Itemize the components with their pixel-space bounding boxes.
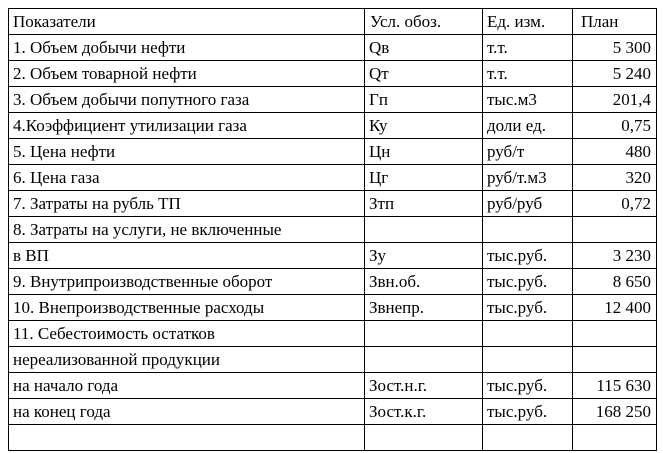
indicators-table-body — [9, 9, 657, 451]
cell-indicator: на конец года — [9, 399, 365, 425]
cell-symbol: Цн — [365, 139, 483, 165]
cell-unit: тыс.руб. — [483, 295, 573, 321]
cell-plan: 480 — [573, 139, 657, 165]
cell-symbol: Зтп — [365, 191, 483, 217]
cell-symbol: Qв — [365, 35, 483, 61]
cell-unit — [483, 347, 573, 373]
table-row — [9, 113, 657, 139]
cell-symbol: Зу — [365, 243, 483, 269]
cell-plan: 0,72 — [573, 191, 657, 217]
cell-indicator: 4.Коэффициент утилизации газа — [9, 113, 365, 139]
table-row — [9, 347, 657, 373]
table-header-row — [9, 9, 657, 35]
header-plan: План — [573, 9, 657, 35]
table-row — [9, 425, 657, 451]
cell-indicator: 11. Себестоимость остатков — [9, 321, 365, 347]
cell-indicator: в ВП — [9, 243, 365, 269]
cell-symbol: Зост.н.г. — [365, 373, 483, 399]
cell-symbol — [365, 217, 483, 243]
cell-symbol — [365, 425, 483, 451]
table-row — [9, 165, 657, 191]
table-row — [9, 191, 657, 217]
header-indicators: Показатели — [9, 9, 365, 35]
cell-indicator: на начало года — [9, 373, 365, 399]
cell-plan: 5 300 — [573, 35, 657, 61]
cell-indicator: 6. Цена газа — [9, 165, 365, 191]
cell-plan: 8 650 — [573, 269, 657, 295]
cell-indicator: 8. Затраты на услуги, не включенные — [9, 217, 365, 243]
cell-symbol: Звнепр. — [365, 295, 483, 321]
cell-unit: тыс.м3 — [483, 87, 573, 113]
cell-indicator: 7. Затраты на рубль ТП — [9, 191, 365, 217]
cell-plan: 320 — [573, 165, 657, 191]
cell-plan: 3 230 — [573, 243, 657, 269]
cell-symbol — [365, 347, 483, 373]
table-row — [9, 35, 657, 61]
cell-unit: тыс.руб. — [483, 243, 573, 269]
header-unit: Ед. изм. — [483, 9, 573, 35]
cell-plan: 168 250 — [573, 399, 657, 425]
cell-indicator: 1. Объем добычи нефти — [9, 35, 365, 61]
cell-plan: 201,4 — [573, 87, 657, 113]
cell-symbol: Гп — [365, 87, 483, 113]
cell-unit — [483, 425, 573, 451]
cell-unit: т.т. — [483, 61, 573, 87]
cell-unit — [483, 321, 573, 347]
cell-unit: т.т. — [483, 35, 573, 61]
cell-unit — [483, 217, 573, 243]
cell-indicator: 10. Внепроизводственные расходы — [9, 295, 365, 321]
header-symbol: Усл. обоз. — [365, 9, 483, 35]
table-row — [9, 373, 657, 399]
table-row — [9, 61, 657, 87]
cell-indicator: нереализованной продукции — [9, 347, 365, 373]
cell-unit: руб/т — [483, 139, 573, 165]
cell-plan: 0,75 — [573, 113, 657, 139]
cell-plan: 12 400 — [573, 295, 657, 321]
cell-symbol: Цг — [365, 165, 483, 191]
cell-indicator: 9. Внутрипроизводственные оборот — [9, 269, 365, 295]
cell-symbol — [365, 321, 483, 347]
table-row — [9, 269, 657, 295]
cell-plan — [573, 321, 657, 347]
cell-unit: руб/т.м3 — [483, 165, 573, 191]
table-row — [9, 139, 657, 165]
cell-unit: доли ед. — [483, 113, 573, 139]
cell-unit: тыс.руб. — [483, 373, 573, 399]
cell-symbol: Qт — [365, 61, 483, 87]
cell-plan — [573, 425, 657, 451]
cell-plan: 5 240 — [573, 61, 657, 87]
cell-unit: тыс.руб. — [483, 269, 573, 295]
table-row — [9, 295, 657, 321]
cell-unit: руб/руб — [483, 191, 573, 217]
table-row — [9, 217, 657, 243]
cell-indicator: 5. Цена нефти — [9, 139, 365, 165]
table-row — [9, 321, 657, 347]
cell-symbol: Зост.к.г. — [365, 399, 483, 425]
cell-plan: 115 630 — [573, 373, 657, 399]
cell-indicator: 2. Объем товарной нефти — [9, 61, 365, 87]
table-row — [9, 87, 657, 113]
cell-unit: тыс.руб. — [483, 399, 573, 425]
cell-symbol: Ку — [365, 113, 483, 139]
cell-indicator — [9, 425, 365, 451]
indicators-table — [8, 8, 657, 451]
table-row — [9, 399, 657, 425]
table-row — [9, 243, 657, 269]
cell-plan — [573, 217, 657, 243]
cell-symbol: Звн.об. — [365, 269, 483, 295]
cell-indicator: 3. Объем добычи попутного газа — [9, 87, 365, 113]
cell-plan — [573, 347, 657, 373]
